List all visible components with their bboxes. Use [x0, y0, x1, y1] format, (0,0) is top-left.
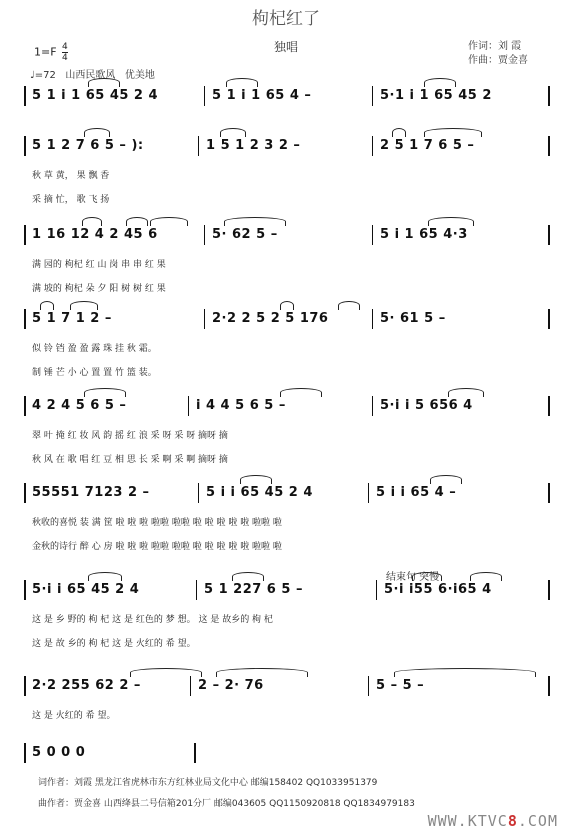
time-bottom: 4: [62, 53, 68, 63]
time-signature: [62, 42, 68, 63]
measure-notes: i 4 4 5 6 5 –: [196, 398, 286, 413]
slur-mark: [82, 217, 102, 226]
bar-line: [376, 580, 377, 600]
bar-line: [188, 396, 189, 416]
bar-line: [24, 743, 26, 763]
bar-line: [368, 676, 369, 696]
measure-notes: 5 i i 65 45 2 4: [206, 485, 313, 500]
tempo-mark: ♩=72: [30, 70, 56, 81]
measure-notes: 5 1 227 6 5 –: [204, 582, 303, 597]
measure-notes: 5 i 1 65 4·3: [380, 227, 468, 242]
slur-mark: [70, 301, 98, 310]
bar-line: [372, 396, 373, 416]
measure-notes: 1 16 12 4 2 45 6: [32, 227, 158, 242]
lyricist-credit: 作词：刘 霞: [468, 41, 522, 52]
slur-mark: [240, 475, 272, 484]
bar-line: [548, 396, 550, 416]
lyric-line-2: 秋 风 在 歌 唱 红 豆 相 思 长 采 啊 采 啊 摘呀 摘: [32, 455, 228, 465]
slur-mark: [338, 301, 360, 310]
song-subtitle: 独唱: [273, 40, 298, 54]
lyric-line-1: 满 园的 枸杞 红 山 岗 串 串 红 果: [32, 260, 166, 270]
slur-mark: [150, 217, 188, 226]
lyric-line-2: 金秋的诗行 醉 心 房 啦 啦 啦 啦啦 啦啦 啦 啦 啦 啦 啦 啦啦 啦: [32, 542, 282, 552]
measure-notes: 5·i i55 6·i65 4: [384, 582, 492, 597]
lyric-line-1: 秋 草 黄， 果 飘 香: [32, 171, 110, 181]
watermark-highlight: 8: [507, 812, 518, 830]
measure-notes: 5 i i 65 4 –: [376, 485, 457, 500]
bar-line: [372, 309, 373, 329]
bar-line: [24, 676, 26, 696]
bar-line: [196, 580, 197, 600]
lyric-line-1: 这 是 乡 野的 枸 杞 这 是 红色的 梦 想。 这 是 故乡的 枸 杞: [32, 615, 273, 625]
measure-notes: 5 1 7 1 2 –: [32, 311, 112, 326]
bar-line: [548, 225, 550, 245]
lyric-line-2: 满 坡的 枸杞 朵 夕 阳 树 树 红 果: [32, 284, 166, 294]
measure-notes: 5· 62 5 –: [212, 227, 278, 242]
lyric-line-2: 制 锤 芒 小 心 置 置 竹 篮 装。: [32, 368, 157, 378]
song-title: 枸杞红了: [252, 9, 320, 29]
slur-mark: [130, 668, 202, 677]
credits: [468, 40, 528, 68]
measure-notes: 5·1 i 1 65 45 2: [380, 88, 492, 103]
measure-notes: 5·i i 65 45 2 4: [32, 582, 140, 597]
measure-notes: 5 1 i 1 65 45 2 4: [32, 88, 159, 103]
slur-mark: [84, 388, 126, 397]
slur-mark: [470, 572, 502, 581]
slur-mark: [424, 128, 482, 137]
measure-notes: 1 5 1 2 3 2 –: [206, 138, 301, 153]
bar-line: [198, 483, 199, 503]
bar-line: [24, 309, 26, 329]
measure-notes: 5·i i 5 656 4: [380, 398, 473, 413]
slur-mark: [428, 217, 474, 226]
measure-notes: 2 – 2· 76: [198, 678, 264, 693]
measure-notes: 2·2 2 5 2 5 176: [212, 311, 329, 326]
bar-line: [548, 580, 550, 600]
bar-line: [24, 136, 26, 156]
slur-mark: [280, 388, 322, 397]
slur-mark: [126, 217, 148, 226]
bar-line: [204, 309, 205, 329]
bar-line: [24, 86, 26, 106]
footer-lyricist: 词作者：刘霞 黑龙江省虎林市东方红林业局文化中心 邮编158402 QQ1033951379: [38, 778, 378, 788]
bar-line: [548, 309, 550, 329]
measure-notes: 4 2 4 5 6 5 –: [32, 398, 127, 413]
bar-line: [372, 225, 373, 245]
slur-mark: [448, 388, 484, 397]
slur-mark: [226, 78, 258, 87]
footer-composer: 曲作者：贾金喜 山西绛县二号信箱201分厂 邮编043605 QQ1150920818 QQ1834979183: [38, 799, 415, 809]
bar-line: [194, 743, 196, 763]
slur-mark: [88, 78, 120, 87]
ending-annotation: 结束句 突慢: [386, 572, 440, 583]
lyric-line-1: 秋收的喜悦 装 满 筐 啦 啦 啦 啦啦 啦啦 啦 啦 啦 啦 啦 啦啦 啦: [32, 518, 282, 528]
style-mark: 山西民歌风: [65, 70, 116, 81]
slur-mark: [232, 572, 264, 581]
key-label: 1=F: [34, 45, 57, 59]
bar-line: [24, 580, 26, 600]
slur-mark: [84, 128, 110, 137]
bar-line: [548, 86, 550, 106]
slur-mark: [430, 475, 462, 484]
measure-notes: 5 0 0 0: [32, 745, 86, 760]
bar-line: [368, 483, 369, 503]
bar-line: [204, 86, 205, 106]
watermark-suffix: .COM: [517, 812, 558, 830]
slur-mark: [220, 128, 246, 137]
slur-mark: [392, 128, 406, 137]
lyric-line-1: 似 铃 铛 盈 盈 露 珠 挂 秋 霜。: [32, 344, 157, 354]
measure-notes: 5 1 2 7 6 5 – ):: [32, 138, 144, 153]
lyric-line-1: 这 是 火红的 希 望。: [32, 711, 116, 721]
measure-notes: 5 – 5 –: [376, 678, 425, 693]
bar-line: [548, 676, 550, 696]
bar-line: [24, 396, 26, 416]
bar-line: [372, 86, 373, 106]
lyric-line-2: 采 摘 忙， 歌 飞 扬: [32, 195, 110, 205]
slur-mark: [88, 572, 122, 581]
slur-mark: [394, 668, 536, 677]
slur-mark: [40, 301, 54, 310]
bar-line: [24, 483, 26, 503]
bar-line: [548, 483, 550, 503]
mood-mark: 优美地: [124, 70, 155, 81]
bar-line: [24, 225, 26, 245]
measure-notes: 2·2 255 62 2 –: [32, 678, 141, 693]
site-watermark: [428, 812, 558, 830]
bar-line: [204, 225, 205, 245]
measure-notes: 5· 61 5 –: [380, 311, 446, 326]
measure-notes: 2 5 1 7 6 5 –: [380, 138, 475, 153]
bar-line: [190, 676, 191, 696]
lyric-line-1: 翠 叶 掩 红 妆 风 韵 摇 红 浪 采 呀 采 呀 摘呀 摘: [32, 431, 228, 441]
measure-notes: 5 1 i 1 65 4 –: [212, 88, 312, 103]
slur-mark: [216, 668, 308, 677]
watermark-prefix: WWW.KTVC: [427, 812, 508, 830]
bar-line: [548, 136, 550, 156]
time-top: 4: [62, 42, 68, 52]
lyric-line-2: 这 是 故 乡的 枸 杞 这 是 火红的 希 望。: [32, 639, 196, 649]
key-signature: [34, 42, 68, 63]
slur-mark: [280, 301, 294, 310]
measure-notes: 55551 7123 2 –: [32, 485, 150, 500]
slur-mark: [424, 78, 456, 87]
slur-mark: [224, 217, 286, 226]
composer-credit: 作曲：贾金喜: [468, 55, 528, 66]
bar-line: [372, 136, 373, 156]
bar-line: [198, 136, 199, 156]
